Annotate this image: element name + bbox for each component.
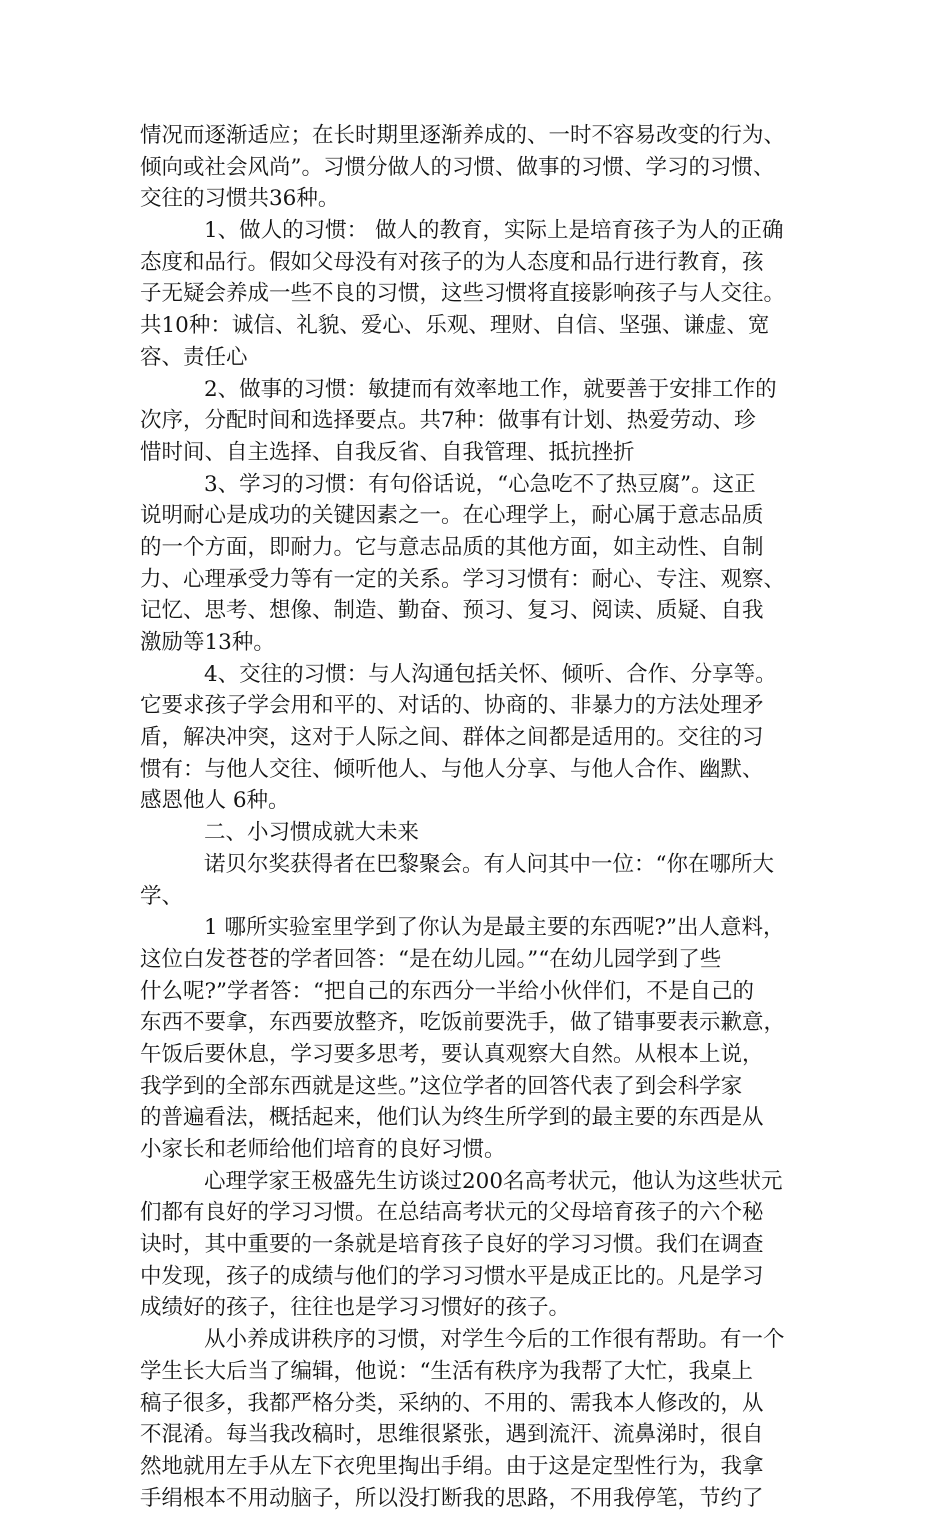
text-line: 说明耐心是成功的关键因素之一。在心理学上，耐心属于意志品质 xyxy=(140,503,764,529)
text-line: 心理学家王极盛先生访谈过200名高考状元，他认为这些状元 xyxy=(204,1168,783,1194)
text-line: 激励等13种。 xyxy=(140,630,275,655)
text-line: 午饭后要休息，学习要多思考，要认真观察大自然。从根本上说， xyxy=(140,1041,764,1067)
text-line: 稿子很多，我都严格分类，采纳的、不用的、需我本人修改的，从 xyxy=(140,1390,764,1416)
text-line: 倾向或社会风尚”。习惯分做人的习惯、做事的习惯、学习的习惯、 xyxy=(140,154,775,180)
text-line: 什么呢?”学者答：“把自己的东西分一半给小伙伴们，不是自己的 xyxy=(140,978,755,1004)
document-body xyxy=(140,120,830,1514)
text-line: 惜时间、自主选择、自我反省、自我管理、抵抗挫折 xyxy=(140,439,635,465)
text-line: 共10种：诚信、礼貌、爱心、乐观、理财、自信、坚强、谦虚、宽 xyxy=(140,313,770,339)
text-line: 交往的习惯共36种。 xyxy=(140,186,340,212)
text-line: 中发现，孩子的成绩与他们的学习习惯水平是成正比的。凡是学习 xyxy=(140,1263,764,1289)
text-line: 感恩他人 6种。 xyxy=(140,788,290,814)
text-line: 学生长大后当了编辑，他说：“生活有秩序为我帮了大忙，我桌上 xyxy=(140,1358,753,1384)
text-line: 的普遍看法，概括起来，他们认为终生所学到的最主要的东西是从 xyxy=(140,1105,764,1131)
text-line: 态度和品行。假如父母没有对孩子的为人态度和品行进行教育，孩 xyxy=(140,249,764,275)
text-line: 4、交往的习惯：与人沟通包括关怀、倾听、合作、分享等。 xyxy=(204,661,777,687)
text-line: 成绩好的孩子，往往也是学习习惯好的孩子。 xyxy=(140,1295,571,1321)
text-line: 二、小习惯成就大未来 xyxy=(204,820,420,846)
text-line: 情况而逐渐适应；在长时期里逐渐养成的、一时不容易改变的行为、 xyxy=(140,123,786,148)
text-line: 诀时，其中重要的一条就是培育孩子良好的学习习惯。我们在调查 xyxy=(140,1232,764,1258)
text-line: 我学到的全部东西就是这些。”这位学者的回答代表了到会科学家 xyxy=(140,1073,743,1099)
text-line: 不混淆。每当我改稿时，思维很紧张，遇到流汗、流鼻涕时，很自 xyxy=(140,1422,764,1448)
text-line: 诺贝尔奖获得者在巴黎聚会。有人问其中一位：“你在哪所大 xyxy=(204,851,774,877)
text-line: 子无疑会养成一些不良的习惯，这些习惯将直接影响孩子与人交往。 xyxy=(140,281,786,307)
text-line: 东西不要拿，东西要放整齐，吃饭前要洗手，做了错事要表示歉意， xyxy=(140,1010,786,1036)
text-line: 记忆、思考、想像、制造、勤奋、预习、复习、阅读、质疑、自我 xyxy=(140,598,764,624)
text-line: 学、 xyxy=(140,883,184,909)
text-line: 容、责任心 xyxy=(140,344,248,370)
text-line: 从小养成讲秩序的习惯，对学生今后的工作很有帮助。有一个 xyxy=(204,1327,785,1353)
text-line: 力、心理承受力等有一定的关系。学习习惯有：耐心、专注、观察、 xyxy=(140,566,786,592)
text-line: 惯有：与他人交往、倾听他人、与他人分享、与他人合作、幽默、 xyxy=(140,756,764,782)
text-line: 它要求孩子学会用和平的、对话的、协商的、非暴力的方法处理矛 xyxy=(140,693,764,719)
text-line: 然地就用左手从左下衣兜里掏出手绢。由于这是定型性行为，我拿 xyxy=(140,1453,764,1479)
text-line: 次序，分配时间和选择要点。共7种：做事有计划、热爱劳动、珍 xyxy=(140,408,756,434)
text-line: 手绢根本不用动脑子，所以没打断我的思路，不用我停笔，节约了 xyxy=(140,1485,764,1511)
text-line: 这位白发苍苍的学者回答：“是在幼儿园。”“在幼儿园学到了些 xyxy=(140,946,722,972)
text-line: 1、做人的习惯： 做人的教育，实际上是培育孩子为人的正确 xyxy=(204,218,784,244)
text-line: 盾，解决冲突，这对于人际之间、群体之间都是适用的。交往的习 xyxy=(140,725,764,751)
text-line: 们都有良好的学习习惯。在总结高考状元的父母培育孩子的六个秘 xyxy=(140,1200,764,1226)
text-line: 小家长和老师给他们培育的良好习惯。 xyxy=(140,1137,506,1162)
text-line: 2、做事的习惯：敏捷而有效率地工作，就要善于安排工作的 xyxy=(204,376,777,402)
text-line: 1 哪所实验室里学到了你认为是最主要的东西呢?”出人意料， xyxy=(204,915,785,941)
text-line: 3、学习的习惯：有句俗话说，“心急吃不了热豆腐”。这正 xyxy=(204,471,756,497)
text-line: 的一个方面，即耐力。它与意志品质的其他方面，如主动性、自制 xyxy=(140,534,764,560)
